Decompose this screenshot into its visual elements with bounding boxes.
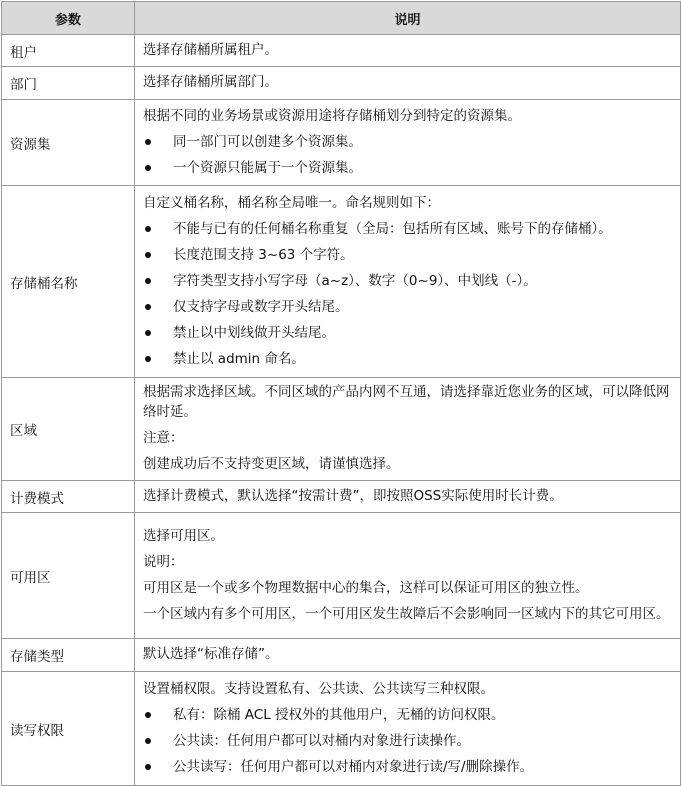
param-cell: 读写权限 [2, 672, 135, 786]
list-item-text: 一个资源只能属于一个资源集。 [173, 159, 362, 176]
desc-text: 根据需求选择区域。不同区域的产品内网不互通，请选择靠近您业务的区域，可以降低网络时延。 [143, 384, 670, 420]
list-item-text: 公共读写：任何用户都可以对桶内对象进行读/写/删除操作。 [173, 758, 534, 775]
desc-cell [135, 100, 681, 186]
list-item-text: 私有：除桶 ACL 授权外的其他用户，无桶的访问权限。 [173, 706, 505, 723]
bullet-icon [145, 764, 151, 770]
note-text: 可用区是一个或多个物理数据中心的集合，这样可以保证可用区的独立性。 [143, 579, 589, 596]
list-item [143, 757, 670, 777]
bullet-icon [145, 252, 151, 258]
desc-text: 默认选择“标准存储”。 [143, 646, 279, 662]
table-row [2, 639, 681, 672]
param-table [1, 1, 681, 786]
note-text: 创建成功后不支持变更区域，请谨慎选择。 [143, 456, 400, 472]
param-cell: 存储类型 [2, 639, 135, 672]
param-cell: 租户 [2, 35, 135, 67]
header-desc: 说明 [135, 2, 681, 35]
list-item-text: 公共读：任何用户都可以对桶内对象进行读操作。 [173, 732, 470, 749]
list-item [143, 245, 670, 265]
bullet-icon [145, 330, 151, 336]
param-cell: 资源集 [2, 100, 135, 186]
note-label: 说明： [143, 553, 184, 570]
list-item [143, 297, 670, 317]
desc-text: 根据不同的业务场景或资源用途将存储桶划分到特定的资源集。 [143, 107, 521, 124]
list-item-text: 禁止以中划线做开头结尾。 [173, 324, 335, 341]
bullet-icon [145, 278, 151, 284]
list-item-text: 禁止以 admin 命名。 [173, 350, 305, 367]
desc-cell [135, 481, 681, 513]
header-row [2, 2, 681, 35]
bullet-icon [145, 712, 151, 718]
desc-text: 选择存储桶所属部门。 [143, 74, 278, 90]
param-cell: 区域 [2, 378, 135, 481]
table-row [2, 378, 681, 481]
bullet-icon [145, 738, 151, 744]
list-item-text: 仅支持字母或数字开头结尾。 [173, 298, 349, 315]
table-row [2, 35, 681, 67]
desc-text: 选择存储桶所属租户。 [143, 41, 278, 58]
param-cell: 可用区 [2, 513, 135, 639]
list-item-text: 同一部门可以创建多个资源集。 [173, 133, 362, 150]
list-item [143, 323, 670, 343]
list-item [143, 219, 670, 239]
desc-text: 设置桶权限。支持设置私有、公共读、公共读写三种权限。 [143, 680, 494, 697]
list-item [143, 158, 670, 178]
desc-cell [135, 35, 681, 67]
header-param: 参数 [2, 2, 135, 35]
desc-text: 自定义桶名称，桶名称全局唯一。命名规则如下： [143, 194, 440, 211]
table-row [2, 481, 681, 513]
desc-cell [135, 639, 681, 672]
list-item-text: 不能与已有的任何桶名称重复（全局：包括所有区域、账号下的存储桶）。 [173, 220, 612, 237]
desc-cell [135, 378, 681, 481]
bullet-icon [145, 226, 151, 232]
list-item [143, 132, 670, 152]
note-text: 一个区域内有多个可用区，一个可用区发生故障后不会影响同一区域内下的其它可用区。 [143, 605, 670, 622]
list-item-text: 长度范围支持 3~63 个字符。 [173, 246, 354, 263]
list-item-text: 字符类型支持小写字母（a~z）、数字（0~9）、中划线（-）。 [173, 272, 537, 289]
table-row [2, 672, 681, 786]
param-cell: 计费模式 [2, 481, 135, 513]
note-label: 注意： [143, 430, 184, 446]
bullet-icon [145, 165, 151, 171]
list-item [143, 349, 670, 369]
table-row [2, 186, 681, 378]
table-row [2, 513, 681, 639]
desc-text: 选择计费模式，默认选择“按需计费”，即按照OSS实际使用时长计费。 [143, 487, 563, 504]
desc-text: 选择可用区。 [143, 527, 224, 544]
desc-cell [135, 672, 681, 786]
desc-cell [135, 513, 681, 639]
list-item [143, 271, 670, 291]
list-item [143, 705, 670, 725]
bullet-icon [145, 139, 151, 145]
desc-cell [135, 186, 681, 378]
bullet-icon [145, 304, 151, 310]
param-cell: 部门 [2, 67, 135, 100]
table-row [2, 67, 681, 100]
list-item [143, 731, 670, 751]
param-cell: 存储桶名称 [2, 186, 135, 378]
table-row [2, 100, 681, 186]
desc-cell [135, 67, 681, 100]
bullet-icon [145, 356, 151, 362]
